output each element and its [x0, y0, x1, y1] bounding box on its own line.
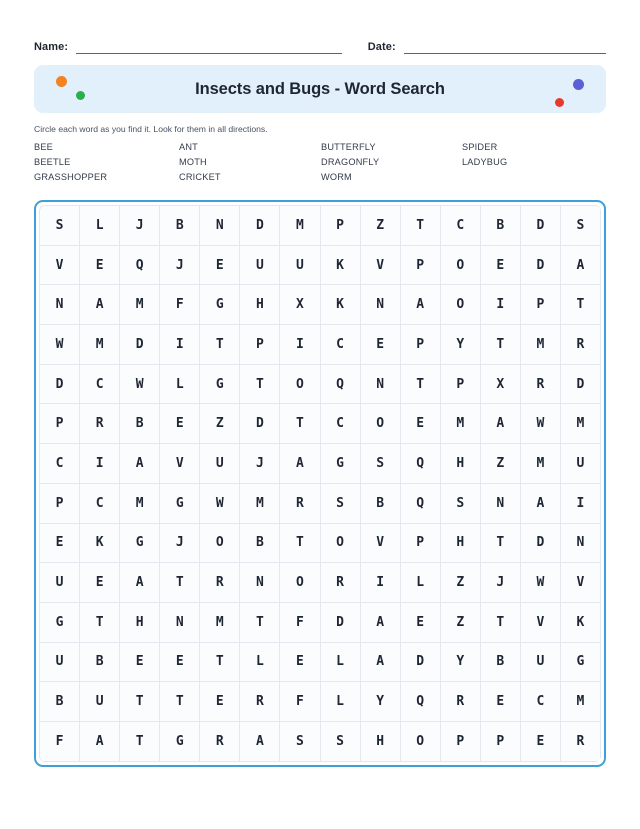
grid-cell[interactable]: O — [401, 722, 441, 762]
name-date-row — [34, 0, 606, 54]
word-item[interactable]: DRAGONFLY — [321, 156, 380, 167]
grid-cell[interactable]: C — [80, 484, 120, 524]
grid-cell[interactable]: E — [401, 404, 441, 444]
grid-cell[interactable]: O — [280, 365, 320, 405]
grid-cell[interactable]: H — [441, 444, 481, 484]
grid-cell[interactable]: S — [561, 206, 601, 246]
grid-cell[interactable]: E — [200, 682, 240, 722]
grid-cell[interactable]: T — [200, 643, 240, 683]
grid-cell[interactable]: V — [40, 246, 80, 286]
grid-cell[interactable]: I — [361, 563, 401, 603]
grid-cell[interactable]: J — [160, 524, 200, 564]
grid-cell[interactable]: R — [80, 404, 120, 444]
grid-cell[interactable]: E — [401, 603, 441, 643]
grid-cell[interactable]: E — [481, 246, 521, 286]
grid-cell[interactable]: Y — [441, 643, 481, 683]
grid-cell[interactable]: B — [481, 643, 521, 683]
grid-cell[interactable]: M — [240, 484, 280, 524]
grid-cell[interactable]: O — [280, 563, 320, 603]
grid-cell[interactable]: X — [280, 285, 320, 325]
grid-cell[interactable]: V — [361, 524, 401, 564]
puzzle-grid-frame — [34, 200, 606, 767]
grid-cell[interactable]: D — [521, 206, 561, 246]
grid-cell[interactable]: N — [200, 206, 240, 246]
grid-cell[interactable]: U — [80, 682, 120, 722]
grid-cell[interactable]: I — [481, 285, 521, 325]
grid-cell[interactable]: Y — [441, 325, 481, 365]
grid-cell[interactable]: K — [561, 603, 601, 643]
grid-cell[interactable]: U — [521, 643, 561, 683]
grid-cell[interactable]: F — [160, 285, 200, 325]
date-input[interactable] — [404, 40, 606, 54]
grid-cell[interactable]: R — [521, 365, 561, 405]
grid-cell[interactable]: A — [401, 285, 441, 325]
grid-cell[interactable]: A — [80, 722, 120, 762]
grid-cell[interactable]: D — [120, 325, 160, 365]
green-dot-icon — [76, 91, 85, 100]
grid-cell[interactable]: M — [441, 404, 481, 444]
grid-cell[interactable]: T — [80, 603, 120, 643]
word-list — [34, 139, 606, 184]
grid-cell[interactable]: I — [280, 325, 320, 365]
page-title: Insects and Bugs - Word Search — [195, 79, 445, 98]
grid-cell[interactable]: D — [321, 603, 361, 643]
grid-cell[interactable]: V — [361, 246, 401, 286]
grid-cell[interactable]: R — [200, 722, 240, 762]
grid-cell[interactable]: P — [441, 722, 481, 762]
grid-cell[interactable]: J — [160, 246, 200, 286]
grid-cell[interactable]: D — [521, 246, 561, 286]
grid-cell[interactable]: B — [160, 206, 200, 246]
grid-cell[interactable]: P — [521, 285, 561, 325]
grid-cell[interactable]: U — [40, 563, 80, 603]
grid-cell[interactable]: L — [160, 365, 200, 405]
purple-dot-icon — [573, 79, 584, 90]
grid-cell[interactable]: N — [361, 285, 401, 325]
grid-cell[interactable]: S — [441, 484, 481, 524]
grid-cell[interactable]: O — [361, 404, 401, 444]
grid-cell[interactable]: F — [280, 603, 320, 643]
grid-cell[interactable]: B — [240, 524, 280, 564]
grid-cell[interactable]: T — [481, 325, 521, 365]
grid-cell[interactable]: K — [80, 524, 120, 564]
instructions-text: Circle each word as you find it. Look for them in all directions. — [34, 124, 268, 134]
grid-cell[interactable]: U — [561, 444, 601, 484]
grid-cell[interactable]: L — [321, 643, 361, 683]
word-item[interactable]: LADYBUG — [462, 156, 508, 167]
grid-cell[interactable]: T — [481, 603, 521, 643]
grid-cell[interactable]: E — [280, 643, 320, 683]
grid-cell[interactable]: Q — [401, 444, 441, 484]
grid-cell[interactable]: L — [401, 563, 441, 603]
grid-cell[interactable]: S — [280, 722, 320, 762]
grid-cell[interactable]: V — [521, 603, 561, 643]
grid-cell[interactable]: N — [240, 563, 280, 603]
grid-cell[interactable]: E — [160, 643, 200, 683]
grid-cell[interactable]: Q — [120, 246, 160, 286]
grid-cell[interactable]: E — [200, 246, 240, 286]
title-banner — [34, 65, 606, 113]
grid-cell[interactable]: H — [361, 722, 401, 762]
grid-cell[interactable]: P — [321, 206, 361, 246]
grid-cell[interactable]: G — [40, 603, 80, 643]
grid-cell[interactable]: B — [481, 206, 521, 246]
word-list-row — [34, 139, 606, 154]
word-item[interactable]: CRICKET — [179, 171, 221, 182]
grid-cell[interactable]: P — [40, 404, 80, 444]
grid-cell[interactable]: N — [361, 365, 401, 405]
grid-cell[interactable]: C — [40, 444, 80, 484]
grid-cell[interactable]: N — [40, 285, 80, 325]
grid-cell[interactable]: O — [441, 285, 481, 325]
grid-cell[interactable]: P — [401, 246, 441, 286]
grid-cell[interactable]: G — [160, 722, 200, 762]
grid-cell[interactable]: C — [321, 404, 361, 444]
grid-cell[interactable]: T — [120, 682, 160, 722]
grid-cell[interactable]: Y — [361, 682, 401, 722]
grid-cell[interactable]: Q — [321, 365, 361, 405]
grid-cell[interactable]: S — [321, 484, 361, 524]
grid-cell[interactable]: W — [521, 563, 561, 603]
grid-cell[interactable]: A — [481, 404, 521, 444]
word-list-row — [34, 169, 606, 184]
grid-cell[interactable]: T — [160, 682, 200, 722]
grid-cell[interactable]: Z — [441, 563, 481, 603]
grid-cell[interactable]: R — [240, 682, 280, 722]
grid-cell[interactable]: I — [561, 484, 601, 524]
grid-cell[interactable]: O — [441, 246, 481, 286]
grid-cell[interactable]: A — [561, 246, 601, 286]
grid-cell[interactable]: O — [200, 524, 240, 564]
grid-cell[interactable]: G — [321, 444, 361, 484]
grid-cell[interactable]: S — [321, 722, 361, 762]
grid-cell[interactable]: P — [441, 365, 481, 405]
grid-cell[interactable]: P — [401, 524, 441, 564]
grid-cell[interactable]: E — [160, 404, 200, 444]
grid-cell[interactable]: Z — [200, 404, 240, 444]
grid-cell[interactable]: G — [200, 285, 240, 325]
grid-cell[interactable]: R — [200, 563, 240, 603]
grid-cell[interactable]: R — [321, 563, 361, 603]
grid-cell[interactable]: G — [561, 643, 601, 683]
name-input[interactable] — [76, 40, 342, 54]
grid-cell[interactable]: D — [40, 365, 80, 405]
grid-cell[interactable]: B — [80, 643, 120, 683]
word-item[interactable]: BEETLE — [34, 156, 71, 167]
grid-cell[interactable]: T — [280, 404, 320, 444]
grid-cell[interactable]: K — [321, 246, 361, 286]
grid-cell[interactable]: M — [200, 603, 240, 643]
grid-cell[interactable]: A — [240, 722, 280, 762]
grid-cell[interactable]: E — [120, 643, 160, 683]
name-label: Name: — [34, 41, 69, 53]
word-item[interactable]: BEE — [34, 141, 53, 152]
grid-cell[interactable]: L — [240, 643, 280, 683]
grid-cell[interactable]: S — [361, 444, 401, 484]
grid-cell[interactable]: L — [321, 682, 361, 722]
grid-cell[interactable]: F — [40, 722, 80, 762]
grid-cell[interactable]: A — [280, 444, 320, 484]
grid-cell[interactable]: U — [200, 444, 240, 484]
puzzle-grid[interactable] — [39, 205, 601, 762]
grid-cell[interactable]: D — [240, 404, 280, 444]
grid-cell[interactable]: E — [80, 246, 120, 286]
grid-cell[interactable]: P — [40, 484, 80, 524]
grid-cell[interactable]: B — [361, 484, 401, 524]
grid-cell[interactable]: I — [160, 325, 200, 365]
grid-cell[interactable]: H — [441, 524, 481, 564]
grid-cell[interactable]: W — [200, 484, 240, 524]
grid-cell[interactable]: I — [80, 444, 120, 484]
grid-cell[interactable]: J — [481, 563, 521, 603]
grid-cell[interactable]: T — [160, 563, 200, 603]
word-item[interactable]: BUTTERFLY — [321, 141, 376, 152]
grid-cell[interactable]: T — [401, 206, 441, 246]
grid-cell[interactable]: J — [120, 206, 160, 246]
grid-cell[interactable]: T — [481, 524, 521, 564]
grid-cell[interactable]: M — [561, 404, 601, 444]
word-item[interactable]: ANT — [179, 141, 198, 152]
grid-cell[interactable]: G — [200, 365, 240, 405]
grid-cell[interactable]: C — [521, 682, 561, 722]
grid-cell[interactable]: Z — [361, 206, 401, 246]
grid-cell[interactable]: F — [280, 682, 320, 722]
grid-cell[interactable]: W — [521, 404, 561, 444]
word-item[interactable]: SPIDER — [462, 141, 498, 152]
grid-cell[interactable]: N — [481, 484, 521, 524]
grid-cell[interactable]: T — [561, 285, 601, 325]
grid-cell[interactable]: R — [441, 682, 481, 722]
grid-cell[interactable]: T — [120, 722, 160, 762]
grid-cell[interactable]: D — [521, 524, 561, 564]
grid-cell[interactable]: D — [561, 365, 601, 405]
grid-cell[interactable]: G — [120, 524, 160, 564]
grid-cell[interactable]: U — [40, 643, 80, 683]
grid-cell[interactable]: R — [561, 722, 601, 762]
grid-cell[interactable]: A — [80, 285, 120, 325]
word-item[interactable]: WORM — [321, 171, 352, 182]
grid-cell[interactable]: T — [240, 365, 280, 405]
grid-cell[interactable]: D — [401, 643, 441, 683]
grid-cell[interactable]: R — [280, 484, 320, 524]
grid-cell[interactable]: H — [120, 603, 160, 643]
grid-cell[interactable]: Z — [481, 444, 521, 484]
grid-cell[interactable]: E — [361, 325, 401, 365]
grid-cell[interactable]: A — [521, 484, 561, 524]
grid-cell[interactable]: E — [80, 563, 120, 603]
word-list-row — [34, 154, 606, 169]
grid-cell[interactable]: L — [80, 206, 120, 246]
grid-cell[interactable]: W — [120, 365, 160, 405]
grid-cell[interactable]: M — [280, 206, 320, 246]
grid-cell[interactable]: P — [401, 325, 441, 365]
grid-cell[interactable]: T — [200, 325, 240, 365]
grid-cell[interactable]: Q — [401, 682, 441, 722]
grid-cell[interactable]: V — [160, 444, 200, 484]
grid-cell[interactable]: P — [240, 325, 280, 365]
grid-cell[interactable]: Q — [401, 484, 441, 524]
grid-cell[interactable]: T — [280, 524, 320, 564]
grid-cell[interactable]: E — [481, 682, 521, 722]
grid-cell[interactable]: E — [40, 524, 80, 564]
grid-cell[interactable]: C — [441, 206, 481, 246]
grid-cell[interactable]: A — [120, 563, 160, 603]
date-label: Date: — [367, 41, 396, 53]
grid-cell[interactable]: A — [120, 444, 160, 484]
word-item[interactable]: GRASSHOPPER — [34, 171, 108, 182]
grid-cell[interactable]: M — [120, 285, 160, 325]
grid-cell[interactable]: B — [40, 682, 80, 722]
grid-cell[interactable]: O — [321, 524, 361, 564]
grid-cell[interactable]: U — [240, 246, 280, 286]
grid-cell[interactable]: M — [80, 325, 120, 365]
grid-cell[interactable]: P — [481, 722, 521, 762]
red-dot-icon — [555, 98, 564, 107]
grid-cell[interactable]: A — [361, 603, 401, 643]
grid-cell[interactable]: C — [80, 365, 120, 405]
grid-cell[interactable]: H — [240, 285, 280, 325]
grid-cell[interactable]: W — [40, 325, 80, 365]
grid-cell[interactable]: X — [481, 365, 521, 405]
grid-cell[interactable]: T — [401, 365, 441, 405]
grid-cell[interactable]: R — [561, 325, 601, 365]
grid-cell[interactable]: Z — [441, 603, 481, 643]
word-item[interactable]: MOTH — [179, 156, 207, 167]
grid-cell[interactable]: M — [561, 682, 601, 722]
grid-cell[interactable]: N — [561, 524, 601, 564]
grid-cell[interactable]: U — [280, 246, 320, 286]
grid-cell[interactable]: D — [240, 206, 280, 246]
grid-cell[interactable]: G — [160, 484, 200, 524]
grid-cell[interactable]: M — [521, 325, 561, 365]
grid-cell[interactable]: S — [40, 206, 80, 246]
grid-cell[interactable]: V — [561, 563, 601, 603]
grid-cell[interactable]: N — [160, 603, 200, 643]
grid-cell[interactable]: B — [120, 404, 160, 444]
grid-cell[interactable]: M — [521, 444, 561, 484]
orange-dot-icon — [56, 76, 67, 87]
grid-cell[interactable]: T — [240, 603, 280, 643]
grid-cell[interactable]: K — [321, 285, 361, 325]
grid-cell[interactable]: A — [361, 643, 401, 683]
grid-cell[interactable]: M — [120, 484, 160, 524]
grid-cell[interactable]: C — [321, 325, 361, 365]
grid-cell[interactable]: E — [521, 722, 561, 762]
grid-cell[interactable]: J — [240, 444, 280, 484]
